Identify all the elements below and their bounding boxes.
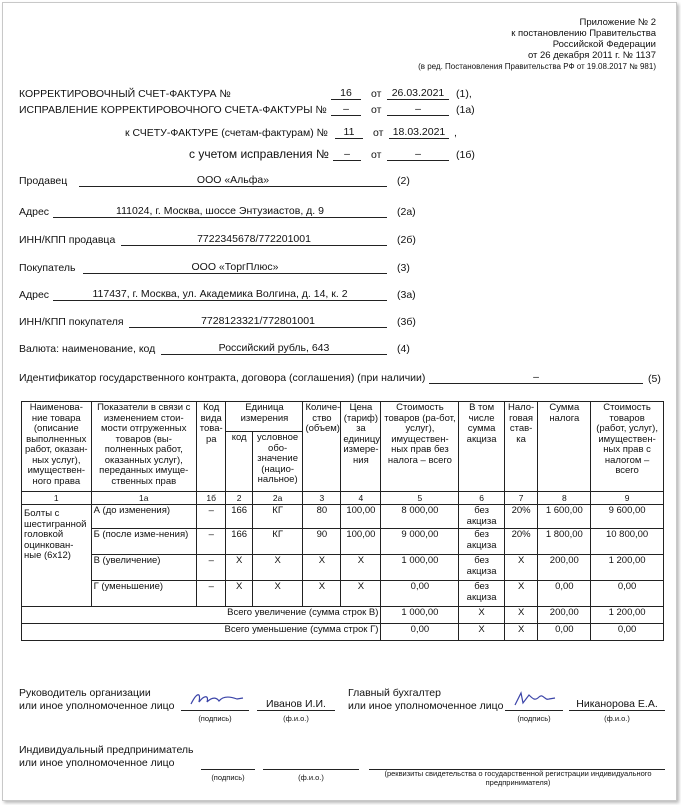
contract-ref: (5) xyxy=(648,373,661,385)
to-invoice-label: к СЧЕТУ-ФАКТУРЕ (счетам-фактурам) № xyxy=(125,127,328,139)
appendix-line: Приложение № 2 xyxy=(579,17,656,28)
unit-cell: X xyxy=(252,581,303,607)
tax-cell: 200,00 xyxy=(538,555,591,581)
indicator-cell: А (до изменения) xyxy=(91,505,196,529)
buyer-inn-label: ИНН/КПП покупателя xyxy=(19,316,124,328)
seller-address-ref: (2а) xyxy=(397,206,416,218)
column-index: 8 xyxy=(538,492,591,505)
excise-cell: без акциза xyxy=(459,505,504,529)
seller-value: ООО «Альфа» xyxy=(79,174,387,187)
appendix-line: (в ред. Постановления Правительства РФ от 19.08.2017 № 981) xyxy=(418,62,656,71)
seller-ref: (2) xyxy=(397,175,410,187)
rate-cell: 20% xyxy=(504,529,538,555)
col-header-unit-code: код xyxy=(226,432,252,492)
unit-code-cell: X xyxy=(226,555,252,581)
column-index: 2 xyxy=(226,492,252,505)
seller-address-label: Адрес xyxy=(19,206,50,218)
buyer-ref: (3) xyxy=(397,262,410,274)
appendix-line: к постановлению Правительства xyxy=(511,28,656,39)
price-cell: 100,00 xyxy=(341,529,381,555)
from-label: от xyxy=(371,88,382,100)
total-cell: 0,00 xyxy=(591,581,664,607)
from-label: от xyxy=(371,149,382,161)
currency-ref: (4) xyxy=(397,343,410,355)
total-increase-label: Всего увеличение (сумма строк В) xyxy=(22,607,381,624)
tax-cell: 0,00 xyxy=(538,581,591,607)
corr-invoice-date: 26.03.2021 xyxy=(387,87,449,100)
column-index: 5 xyxy=(381,492,459,505)
excise-cell: без акциза xyxy=(459,555,504,581)
total-increase-row xyxy=(22,607,664,624)
col-header-unit-name: условное обо-значение (нацио-нальное) xyxy=(252,432,303,492)
caption-fio: (ф.и.о.) xyxy=(298,773,324,782)
column-index: 3 xyxy=(303,492,341,505)
appendix-line: Российской Федерации xyxy=(552,39,656,50)
accountant-label: Главный бухгалтер xyxy=(348,687,441,699)
ref-1a: (1а) xyxy=(456,104,475,116)
total-cell: 1 200,00 xyxy=(591,607,664,624)
ip-name-line xyxy=(263,757,359,770)
column-index: 1б xyxy=(196,492,226,505)
column-index: 1а xyxy=(91,492,196,505)
corr-fix-label: ИСПРАВЛЕНИЕ КОРРЕКТИРОВОЧНОГО СЧЕТА-ФАКТУРЫ № xyxy=(19,104,327,116)
unit-cell: КГ xyxy=(252,505,303,529)
col-header-cost-without-tax: Стоимость товаров (ра-бот, услуг), имуществен-ных прав без налога – всего xyxy=(381,402,459,492)
cost-cell: 8 000,00 xyxy=(381,505,459,529)
unit-cell: КГ xyxy=(252,529,303,555)
with-fix-label: с учетом исправления № xyxy=(189,147,329,161)
corr-fix-date: – xyxy=(387,103,449,116)
col-header-unit: Единица измерения xyxy=(226,402,303,432)
unit-cell: X xyxy=(252,555,303,581)
appendix-line: от 26 декабря 2011 г. № 1137 xyxy=(527,50,656,61)
unit-code-cell: 166 xyxy=(226,505,252,529)
rate-cell: X xyxy=(504,581,538,607)
qty-cell: X xyxy=(303,555,341,581)
head-signature xyxy=(187,690,247,708)
col-header-price: Цена (тариф) за единицу измере-ния xyxy=(341,402,381,492)
col-header-indicators: Показатели в связи с изменением стои-мости отгруженных товаров (вы-полненных работ, оказанных услуг), переданных имуще-ственных прав xyxy=(91,402,196,492)
corr-invoice-label: КОРРЕКТИРОВОЧНЫЙ СЧЕТ-ФАКТУРА № xyxy=(19,88,231,100)
rate-cell: X xyxy=(504,607,538,624)
buyer-inn-value: 7728123321/772801001 xyxy=(129,315,387,328)
rate-cell: X xyxy=(504,555,538,581)
excise-cell: X xyxy=(459,607,504,624)
caption-fio: (ф.и.о.) xyxy=(604,714,630,723)
excise-cell: X xyxy=(459,624,504,641)
head-label: Руководитель организации xyxy=(19,687,151,699)
unit-code-cell: 166 xyxy=(226,529,252,555)
caption-requisites: (реквизиты свидетельства о государственной регистрации индивидуального предпринимателя) xyxy=(384,769,652,787)
column-index: 9 xyxy=(591,492,664,505)
cost-cell: 1 000,00 xyxy=(381,607,459,624)
excise-cell: без акциза xyxy=(459,581,504,607)
total-cell: 1 200,00 xyxy=(591,555,664,581)
caption-sign: (подпись) xyxy=(198,714,232,723)
tax-cell: 0,00 xyxy=(538,624,591,641)
to-invoice-number: 11 xyxy=(335,126,363,139)
buyer-address-ref: (3а) xyxy=(397,289,416,301)
head-signature-line xyxy=(181,698,249,711)
column-index: 1 xyxy=(22,492,92,505)
head-label-2: или иное уполномоченное лицо xyxy=(19,700,175,712)
qty-cell: X xyxy=(303,581,341,607)
buyer-label: Покупатель xyxy=(19,262,76,274)
cost-cell: 0,00 xyxy=(381,581,459,607)
accountant-label-2: или иное уполномоченное лицо xyxy=(348,700,504,712)
caption-fio: (ф.и.о.) xyxy=(283,714,309,723)
col-header-rate: Нало-говая став-ка xyxy=(504,402,538,492)
currency-value: Российский рубль, 643 xyxy=(161,342,387,355)
column-index: 6 xyxy=(459,492,504,505)
buyer-value: ООО «ТоргПлюс» xyxy=(83,261,387,274)
ip-label: Индивидуальный предприниматель xyxy=(19,744,194,756)
accountant-signature xyxy=(509,689,559,709)
col-header-tax: Сумма налога xyxy=(538,402,591,492)
indicator-cell: Б (после изме-нения) xyxy=(91,529,196,555)
column-index: 7 xyxy=(504,492,538,505)
from-label: от xyxy=(373,127,384,139)
to-invoice-date: 18.03.2021 xyxy=(389,126,449,139)
ref-1: (1), xyxy=(456,88,472,100)
table-row xyxy=(22,581,664,607)
seller-label: Продавец xyxy=(19,175,68,187)
price-cell: X xyxy=(341,581,381,607)
col-header-kind: Код вида това-ра xyxy=(196,402,226,492)
total-cell: 0,00 xyxy=(591,624,664,641)
caption-sign: (подпись) xyxy=(211,773,245,782)
with-fix-date: – xyxy=(387,148,449,161)
contract-label: Идентификатор государственного контракта, договора (соглашения) (при наличии) xyxy=(19,372,426,384)
from-label: от xyxy=(371,104,382,116)
price-cell: X xyxy=(341,555,381,581)
seller-inn-value: 7722345678/772201001 xyxy=(121,233,387,246)
tax-cell: 1 800,00 xyxy=(538,529,591,555)
tax-cell: 1 600,00 xyxy=(538,505,591,529)
accountant-signature-line xyxy=(505,698,563,711)
buyer-address-label: Адрес xyxy=(19,289,50,301)
kind-cell: – xyxy=(196,581,226,607)
rate-cell: X xyxy=(504,624,538,641)
product-name: Болты с шестигранной головкой оцинкован-ные (6х12) xyxy=(22,505,92,607)
column-index: 4 xyxy=(341,492,381,505)
indicator-cell: В (увеличение) xyxy=(91,555,196,581)
corr-fix-number: – xyxy=(331,103,361,116)
currency-label: Валюта: наименование, код xyxy=(19,343,156,355)
col-header-name: Наименова-ние товара (описание выполненных работ, оказан-ных услуг), имуществен-ного права xyxy=(22,402,92,492)
rate-cell: 20% xyxy=(504,505,538,529)
indicator-cell: Г (уменьшение) xyxy=(91,581,196,607)
comma: , xyxy=(454,127,457,139)
unit-code-cell: X xyxy=(226,581,252,607)
invoice-table xyxy=(21,401,664,641)
table-row xyxy=(22,555,664,581)
caption-sign: (подпись) xyxy=(517,714,551,723)
appendix-note xyxy=(418,17,656,72)
kind-cell: – xyxy=(196,505,226,529)
kind-cell: – xyxy=(196,555,226,581)
col-header-excise: В том числе сумма акциза xyxy=(459,402,504,492)
document-page xyxy=(2,2,677,801)
contract-value: – xyxy=(429,371,643,384)
seller-address-value: 111024, г. Москва, шоссе Энтузиастов, д. 9 xyxy=(53,205,387,218)
head-name: Иванов И.И. xyxy=(257,698,335,711)
total-cell: 9 600,00 xyxy=(591,505,664,529)
cost-cell: 0,00 xyxy=(381,624,459,641)
ip-label-2: или иное уполномоченное лицо xyxy=(19,757,175,769)
table-row xyxy=(22,529,664,555)
buyer-inn-ref: (3б) xyxy=(397,316,416,328)
tax-cell: 200,00 xyxy=(538,607,591,624)
accountant-name: Никанорова Е.А. xyxy=(569,698,665,711)
buyer-address-value: 117437, г. Москва, ул. Академика Волгина, д. 14, к. 2 xyxy=(53,288,387,301)
kind-cell: – xyxy=(196,529,226,555)
qty-cell: 90 xyxy=(303,529,341,555)
total-decrease-row xyxy=(22,624,664,641)
col-header-cost-with-tax: Стоимость товаров (работ, услуг), имуществен-ных прав с налогом – всего xyxy=(591,402,664,492)
ref-1b: (1б) xyxy=(456,149,475,161)
column-index: 2а xyxy=(252,492,303,505)
ip-signature-line xyxy=(201,757,255,770)
total-decrease-label: Всего уменьшение (сумма строк Г) xyxy=(22,624,381,641)
seller-inn-ref: (2б) xyxy=(397,234,416,246)
table-row xyxy=(22,505,664,529)
excise-cell: без акциза xyxy=(459,529,504,555)
with-fix-number: – xyxy=(333,148,361,161)
cost-cell: 9 000,00 xyxy=(381,529,459,555)
total-cell: 10 800,00 xyxy=(591,529,664,555)
qty-cell: 80 xyxy=(303,505,341,529)
corr-invoice-number: 16 xyxy=(331,87,361,100)
price-cell: 100,00 xyxy=(341,505,381,529)
cost-cell: 1 000,00 xyxy=(381,555,459,581)
col-header-qty: Количе-ство (объем) xyxy=(303,402,341,492)
seller-inn-label: ИНН/КПП продавца xyxy=(19,234,116,246)
